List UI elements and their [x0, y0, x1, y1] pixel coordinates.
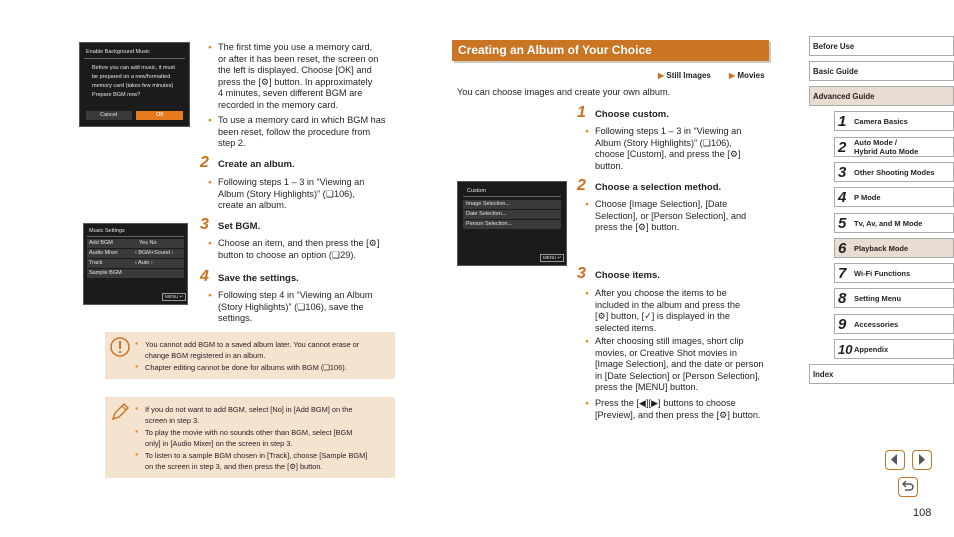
step-title: Choose custom. — [595, 109, 669, 120]
step-bullet: ● After choosing still images, short clip movies, or Creative Shot movies in [Image Selection], and the date or person in [Date Selection] or [Person Selection], press the [MENU] button. — [595, 336, 764, 394]
nav-appendix[interactable]: 10 Appendix — [834, 339, 954, 359]
still-images-tag: ▶ Still Images — [658, 71, 711, 80]
screen-title: Custom — [467, 188, 486, 194]
nav-tv-av-m-mode[interactable]: 5 Tv, Av, and M Mode — [834, 213, 954, 233]
nav-playback-mode[interactable]: 6 Playback Mode — [834, 238, 954, 258]
step-number: 3 — [577, 265, 586, 282]
tip-item: ● To play the movie with no sounds other than BGM, select [BGM only] in [Audio Mixer] on the screen in step 3. — [145, 427, 352, 450]
nav-other-shooting-modes[interactable]: 3 Other Shooting Modes — [834, 162, 954, 182]
return-icon — [899, 478, 916, 495]
section-intro: You can choose images and create your own album. — [457, 87, 671, 97]
screen-text: Prepare BGM now? — [92, 92, 141, 98]
step-bullet: ● Following steps 1 – 3 in “Viewing an Album (Story Highlights)” (❑106), create an album. — [218, 177, 364, 212]
ok-label: OK — [156, 112, 164, 118]
return-button[interactable] — [898, 477, 918, 497]
step-number: 3 — [200, 216, 209, 233]
page-number: 108 — [913, 507, 932, 519]
step-title: Set BGM. — [218, 221, 261, 232]
caution-item: ● Chapter editing cannot be done for albums with BGM (❑106). — [145, 362, 347, 373]
step-number: 1 — [577, 104, 586, 121]
caution-icon — [109, 336, 131, 358]
step-title: Create an album. — [218, 159, 295, 170]
nav-accessories[interactable]: 9 Accessories — [834, 314, 954, 334]
row-sample-bgm: Sample BGM — [87, 269, 184, 278]
screen-text: be prepared on a new/formatted — [92, 74, 171, 80]
arrow-left-icon — [886, 451, 903, 468]
tip-item: ● If you do not want to add BGM, select [No] in [Add BGM] on the screen in step 3. — [145, 404, 352, 427]
movies-tag: ▶ Movies — [729, 71, 765, 80]
step-bullet: ● Following steps 1 – 3 in “Viewing an Album (Story Highlights)” (❑106), choose [Custom], and press the [⚙] button. — [595, 126, 741, 172]
bullet-first-use: ● The first time you use a memory card, or after it has been reset, the screen on the left is displayed. Choose [OK] and press the [⚙] button. In approximately 4 minutes, seven different BGM are recorded in the memory card. — [218, 42, 378, 112]
step-bullet: ● Choose an item, and then press the [⚙] button to choose an option (❑29). — [218, 238, 379, 261]
step-bullet: ● Following step 4 in “Viewing an Album (Story Highlights)” (❑106), save the settings. — [218, 290, 373, 325]
bullet-reset-card: ● To use a memory card in which BGM has been reset, follow the procedure from step 2. — [218, 115, 385, 150]
tips-box — [105, 397, 395, 478]
bgm-confirm-screen — [79, 42, 190, 127]
music-settings-screen — [83, 223, 188, 305]
custom-screen — [457, 181, 567, 266]
triangle-icon: ▶ — [658, 71, 665, 80]
row-image-selection: Image Selection... — [463, 200, 561, 209]
pencil-icon — [109, 401, 131, 423]
nav-wifi-functions[interactable]: 7 Wi-Fi Functions — [834, 263, 954, 283]
screen-text: Before you can add music, it must — [92, 65, 175, 71]
nav-advanced-guide[interactable]: Advanced Guide — [809, 86, 954, 106]
row-date-selection: Date Selection... — [463, 210, 561, 219]
nav-before-use[interactable]: Before Use — [809, 36, 954, 56]
row-person-selection: Person Selection... — [463, 220, 561, 229]
menu-back-icon: MENU ↵ — [540, 254, 564, 262]
step-number: 4 — [200, 268, 209, 285]
menu-back-icon: MENU ↵ — [162, 293, 186, 301]
step-bullet: ● Choose [Image Selection], [Date Selection], or [Person Selection], and press the [⚙] button. — [595, 199, 746, 234]
row-track: Track ‹ Auto › — [87, 259, 184, 268]
tip-item: ● To listen to a sample BGM chosen in [Track], choose [Sample BGM] on the screen in step 3, and then press the [⚙] button. — [145, 450, 367, 473]
row-add-bgm: Add BGM Yes No — [87, 239, 184, 248]
arrow-right-icon — [913, 451, 930, 468]
screen-title: Enable Background Music — [86, 49, 150, 55]
nav-camera-basics[interactable]: 1 Camera Basics — [834, 111, 954, 131]
step-number: 2 — [200, 154, 209, 171]
nav-index[interactable]: Index — [809, 364, 954, 384]
cancel-label: Cancel — [100, 112, 118, 118]
nav-p-mode[interactable]: 4 P Mode — [834, 187, 954, 207]
nav-basic-guide[interactable]: Basic Guide — [809, 61, 954, 81]
step-bullet: ● After you choose the items to be included in the album and press the [⚙] button, [✓] is displayed in the selected items. — [595, 288, 740, 334]
nav-setting-menu[interactable]: 8 Setting Menu — [834, 288, 954, 308]
step-title: Choose items. — [595, 270, 660, 281]
section-title: Creating an Album of Your Choice — [452, 40, 769, 61]
caution-item: ● You cannot add BGM to a saved album later. You cannot erase or change BGM registered in an album. — [145, 339, 359, 362]
step-bullet: ● Press the [◀][▶] buttons to choose [Preview], and then press the [⚙] button. — [595, 398, 761, 421]
nav-auto-mode[interactable]: 2 Auto Mode / Hybrid Auto Mode — [834, 137, 954, 157]
prev-page-button[interactable] — [885, 450, 905, 470]
triangle-icon: ▶ — [729, 71, 736, 80]
screen-title: Music Settings — [89, 228, 125, 234]
caution-box — [105, 332, 395, 379]
next-page-button[interactable] — [912, 450, 932, 470]
step-title: Choose a selection method. — [595, 182, 722, 193]
screen-text: memory card (takes few minutes) — [92, 83, 174, 89]
step-number: 2 — [577, 177, 586, 194]
row-audio-mixer: Audio Mixer ‹ BGM+Sound › — [87, 249, 184, 258]
step-title: Save the settings. — [218, 273, 299, 284]
